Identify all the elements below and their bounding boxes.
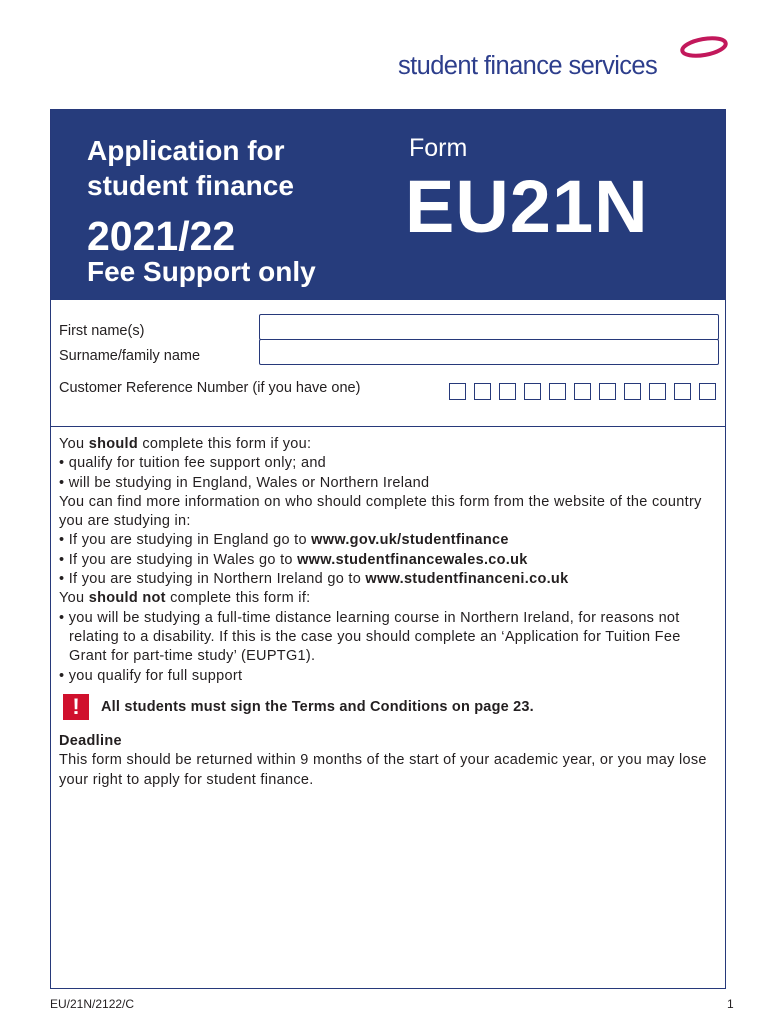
- crn-digit-box[interactable]: [549, 383, 566, 400]
- form-frame: [50, 109, 726, 989]
- country-link-item: [59, 570, 707, 589]
- crn-digit-box[interactable]: [649, 383, 666, 400]
- form-reference-code: EU/21N/2122/C: [50, 997, 135, 1011]
- northern-ireland-url-link[interactable]: www.studentfinanceni.co.uk: [365, 571, 569, 588]
- terms-warning: [63, 694, 534, 720]
- should-item: • qualify for tuition fee support only; and: [59, 455, 327, 472]
- england-url-link[interactable]: www.gov.uk/studentfinance: [311, 532, 509, 549]
- page-number: 1: [727, 997, 734, 1011]
- terms-warning-text: All students must sign the Terms and Conditions on page 23.: [101, 699, 534, 715]
- crn-digit-box[interactable]: [499, 383, 516, 400]
- should-not-strong: should not: [88, 590, 166, 607]
- crn-digit-box[interactable]: [449, 383, 466, 400]
- should-not-item-line: • you will be studying a full-time distance learning course in Northern Ireland, for reasons not: [59, 609, 680, 626]
- should-not-item-line: relating to a disability. If this is the case you should complete an ‘Application for Tuition Fee: [69, 628, 681, 645]
- more-info-text: You can find more information on who should complete this form from the website of the country you are studying in:: [59, 493, 702, 530]
- crn-digit-box[interactable]: [524, 383, 541, 400]
- academic-year: 2021/22: [87, 213, 236, 259]
- brand-logo: [398, 35, 738, 85]
- country-link-prefix: • If you are studying in Northern Ireland go to: [59, 571, 366, 588]
- crn-digit-box[interactable]: [474, 383, 491, 400]
- first-names-label: First name(s): [59, 323, 145, 339]
- should-not-intro-pre: You: [59, 590, 89, 607]
- should-strong: should: [88, 436, 139, 452]
- crn-digit-box[interactable]: [599, 383, 616, 400]
- surname-label: Surname/family name: [59, 348, 201, 364]
- application-title: [87, 133, 367, 203]
- exclamation-icon: !: [63, 694, 89, 720]
- wales-url-link[interactable]: www.studentfinancewales.co.uk: [297, 551, 528, 568]
- title-banner: [51, 110, 725, 300]
- country-link-prefix: • If you are studying in Wales go to: [59, 551, 298, 568]
- should-not-item: • you qualify for full support: [59, 667, 243, 684]
- title-line-2: student finance: [87, 170, 294, 201]
- should-intro-pre: You: [59, 436, 89, 452]
- crn-digit-box[interactable]: [624, 383, 641, 400]
- crn-input-boxes: [449, 383, 716, 400]
- country-link-item: [59, 551, 707, 570]
- should-not-intro-post: complete this form if:: [165, 590, 311, 607]
- surname-input[interactable]: [259, 339, 719, 365]
- should-not-item-line: Grant for part-time study’ (EUPTG1).: [69, 648, 316, 665]
- title-line-1: Application for: [87, 135, 285, 166]
- form-label: Form: [409, 134, 468, 162]
- personal-details-section: [51, 300, 725, 427]
- country-link-prefix: • If you are studying in England go to: [59, 532, 312, 549]
- country-link-item: [59, 531, 707, 550]
- crn-digit-box[interactable]: [574, 383, 591, 400]
- first-names-input[interactable]: [259, 314, 719, 340]
- deadline-title: Deadline: [59, 733, 122, 749]
- should-intro: [59, 435, 707, 454]
- should-item: • will be studying in England, Wales or Northern Ireland: [59, 474, 430, 491]
- should-not-intro: [59, 589, 707, 608]
- eligibility-guidance: [59, 435, 707, 686]
- fee-support-subtitle: Fee Support only: [87, 256, 316, 287]
- should-intro-post: complete this form if you:: [138, 436, 312, 452]
- form-code: EU21N: [405, 165, 649, 248]
- crn-digit-box[interactable]: [699, 383, 716, 400]
- swoosh-logo-icon: [678, 35, 730, 61]
- brand-name: student finance services: [398, 52, 658, 80]
- deadline-section: [59, 732, 707, 790]
- deadline-text: This form should be returned within 9 months of the start of your academic year, or you may lose your right to apply for student finance.: [59, 752, 707, 788]
- crn-digit-box[interactable]: [674, 383, 691, 400]
- crn-label: Customer Reference Number (if you have one): [59, 380, 361, 396]
